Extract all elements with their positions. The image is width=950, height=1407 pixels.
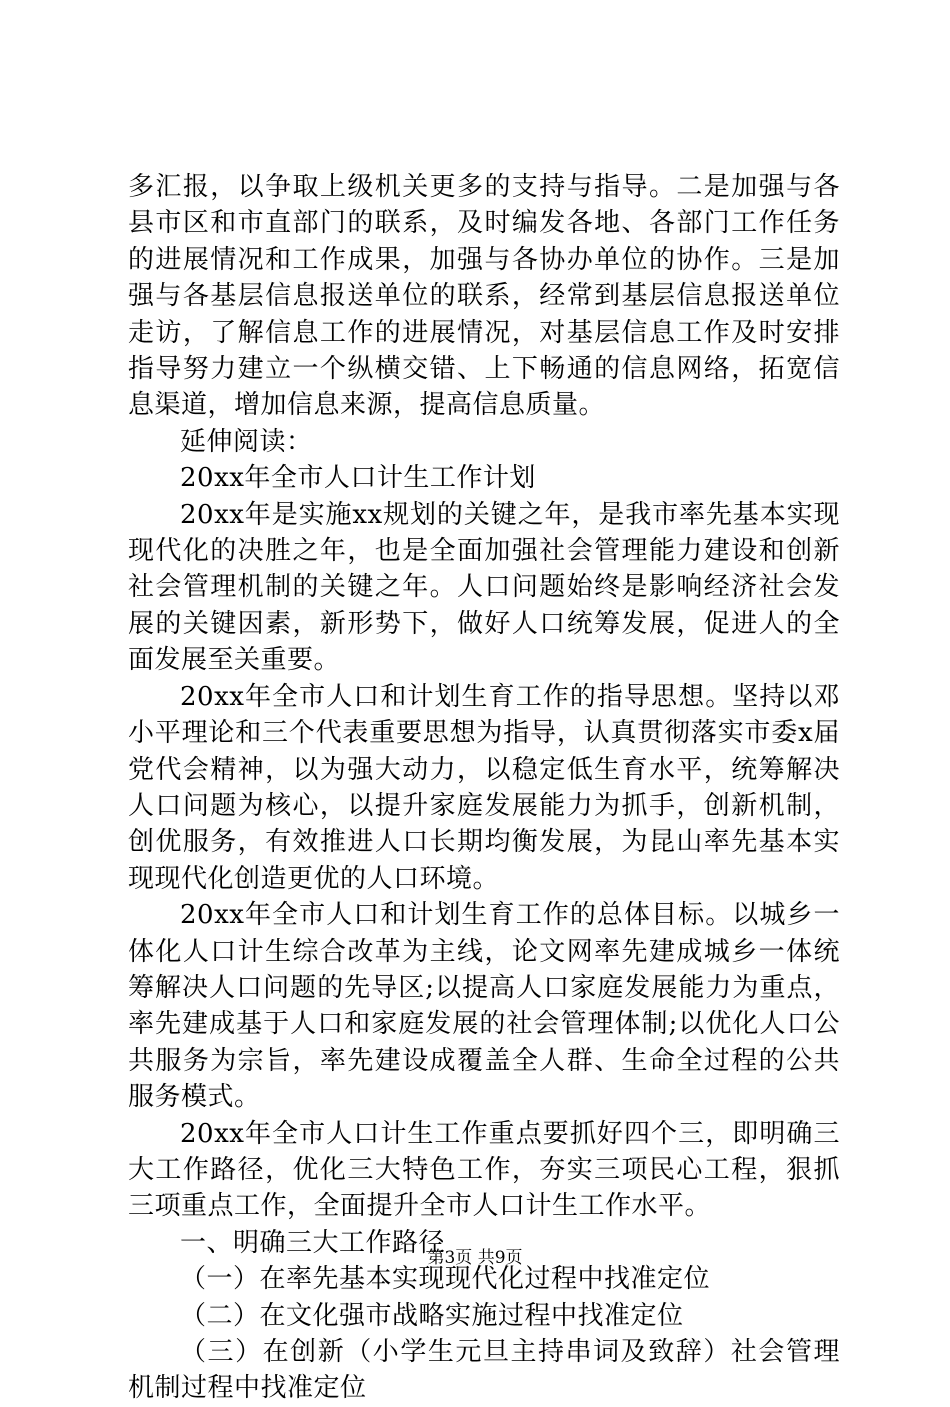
- section-title: 20xx年全市人口计生工作计划: [180, 463, 536, 494]
- paragraph: 20xx年全市人口和计划生育工作的指导思想。坚持以邓小平理论和三个代表重要思想为指导，认真贯彻落实市委x届党代会精神，以为强大动力，以稳定低生育水平，统筹解决人口问题为核心，以提升家庭发展能力为抓手，创新机制，创优服务，有效推进人口长期均衡发展，为昆山率先基本实现现代化创造更优的人口环境。: [128, 681, 840, 894]
- paragraph: 20xx年是实施xx规划的关键之年，是我市率先基本实现现代化的决胜之年，也是全面加强社会管理能力建设和创新社会管理机制的关键之年。人口问题始终是影响经济社会发展的关键因素，新形势下，做好人口统筹发展，促进人的全面发展至关重要。: [128, 499, 840, 676]
- list-item: （三）在创新（小学生元旦主持串词及致辞）社会管理机制过程中找准定位: [128, 1337, 840, 1404]
- page-number-footer: 第3页 共9页: [427, 1248, 523, 1268]
- paragraph: 多汇报，以争取上级机关更多的支持与指导。二是加强与各县市区和市直部门的联系，及时编发各地、各部门工作任务的进展情况和工作成果，加强与各协办单位的协作。三是加强与各基层信息报送单位的联系，经常到基层信息报送单位走访，了解信息工作的进展情况，对基层信息工作及时安排指导努力建立一个纵横交错、上下畅通的信息网络，拓宽信息渠道，增加信息来源，提高信息质量。: [128, 172, 840, 421]
- list-item: （二）在文化强市战略实施过程中找准定位: [180, 1300, 684, 1331]
- paragraph: 延伸阅读：: [180, 426, 313, 457]
- paragraph: 20xx年全市人口和计划生育工作的总体目标。以城乡一体化人口计生综合改革为主线，论文网率先建成城乡一体统筹解决人口问题的先导区;以提高人口家庭发展能力为重点，率先建成基于人口和家庭发展的社会管理体制;以优化人口公共服务为宗旨，率先建设成覆盖全人群、生命全过程的公共服务模式。: [128, 900, 840, 1113]
- document-body: [128, 169, 840, 1407]
- heading: 一、明确三大工作路径: [180, 1227, 446, 1258]
- list-item: （一）在率先基本实现现代化过程中找准定位: [180, 1264, 711, 1295]
- paragraph: 20xx年全市人口计生工作重点要抓好四个三，即明确三大工作路径，优化三大特色工作，夯实三项民心工程，狠抓三项重点工作，全面提升全市人口计生工作水平。: [128, 1118, 840, 1222]
